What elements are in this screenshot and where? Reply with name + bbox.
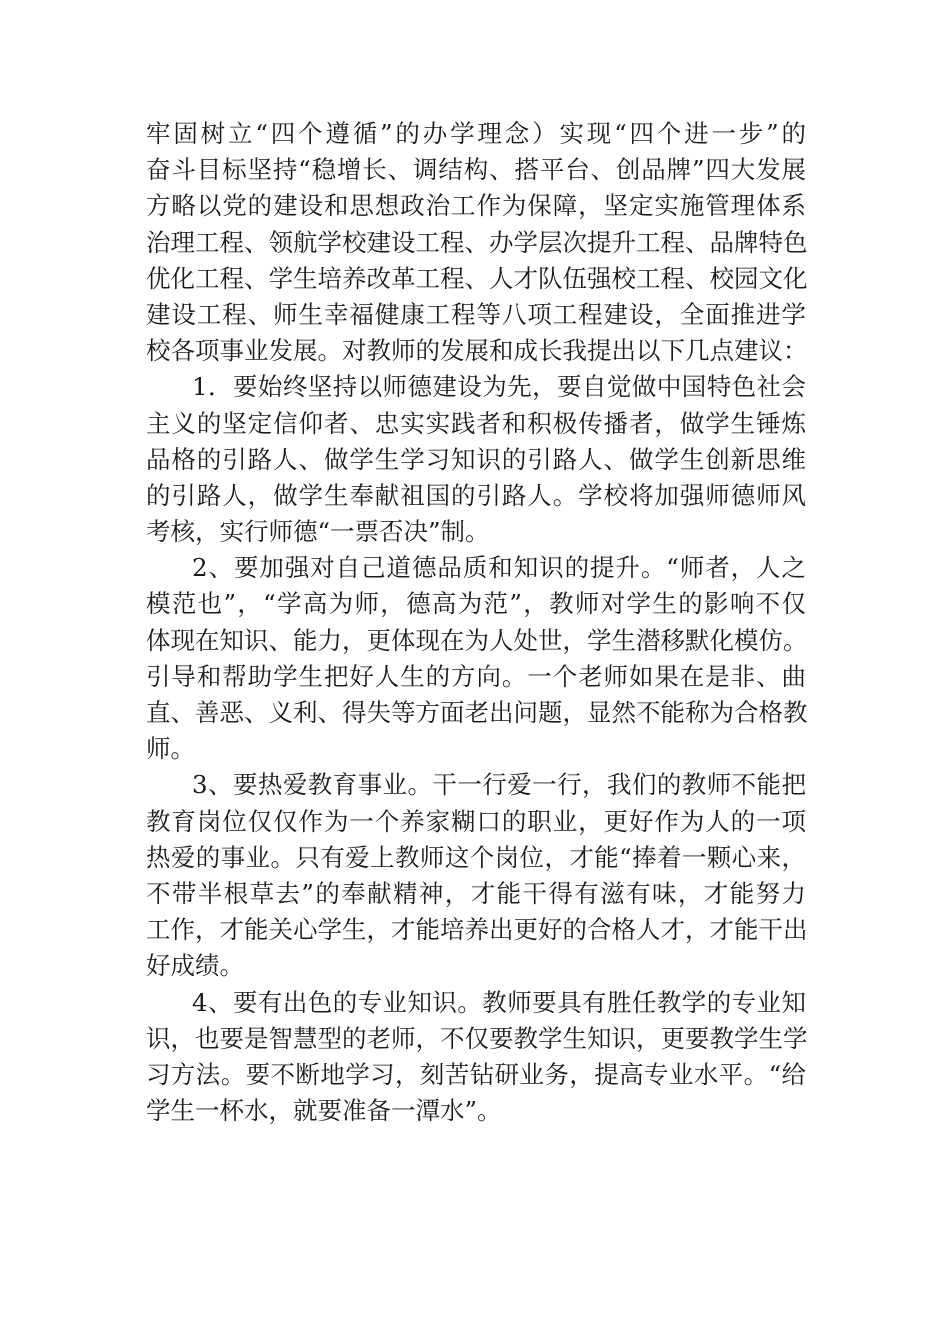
text-line: 不带半根草去”的奉献精神，才能干得有滋有味，才能努力: [146, 878, 806, 908]
text-line: 教育岗位仅仅作为一个养家糊口的职业，更好作为人的一项: [146, 806, 806, 836]
text-line: 学生一杯水，就要准备一潭水”。: [146, 1096, 502, 1126]
text-line: 体现在知识、能力，更体现在为人处世，学生潜移默化模仿。: [146, 625, 808, 655]
text-line: 2、要加强对自己道德品质和知识的提升。“师者，人之: [192, 553, 806, 583]
text-line: 模范也”，“学高为师，德高为范”，教师对学生的影响不仅: [146, 589, 806, 619]
text-line: 优化工程、学生培养改革工程、人才队伍强校工程、校园文化: [146, 263, 808, 293]
text-line: 好成绩。: [146, 951, 244, 981]
text-line: 的引路人，做学生奉献祖国的引路人。学校将加强师德师风: [146, 480, 806, 510]
text-line: 习方法。要不断地学习，刻苦钻研业务，提高专业水平。“给: [146, 1059, 806, 1089]
text-line: 建设工程、师生幸福健康工程等八项工程建设，全面推进学: [146, 299, 806, 329]
text-line: 品格的引路人、做学生学习知识的引路人、做学生创新思维: [146, 444, 806, 474]
document-body: [146, 116, 806, 1129]
text-line: 师。: [146, 734, 195, 764]
text-line: 奋斗目标坚持“稳增长、调结构、搭平台、创品牌”四大发展: [146, 155, 806, 185]
text-line: 4、要有出色的专业知识。教师要具有胜任教学的专业知: [192, 987, 806, 1017]
text-line: 校各项事业发展。对教师的发展和成长我提出以下几点建议：: [146, 336, 808, 366]
text-line: 考核，实行师德“一票否决”制。: [146, 517, 490, 547]
text-line: 直、善恶、义利、得失等方面老出问题，显然不能称为合格教: [146, 698, 808, 727]
text-line: 牢固树立“四个遵循”的办学理念）实现“四个进一步”的: [146, 119, 806, 148]
text-line: 热爱的事业。只有爱上教师这个岗位，才能“捧着一颗心来，: [146, 842, 806, 872]
text-line: 工作，才能关心学生，才能培养出更好的合格人才，才能干出: [146, 915, 808, 945]
text-line: 3、要热爱教育事业。干一行爱一行，我们的教师不能把: [192, 770, 806, 800]
text-line: 治理工程、领航学校建设工程、办学层次提升工程、品牌特色: [146, 227, 808, 257]
text-line: 方略以党的建设和思想政治工作为保障，坚定实施管理体系: [146, 191, 806, 221]
text-line: 主义的坚定信仰者、忠实实践者和积极传播者，做学生锤炼: [146, 408, 806, 438]
text-line: 引导和帮助学生把好人生的方向。一个老师如果在是非、曲: [146, 661, 806, 691]
text-line: 1．要始终坚持以师德建设为先，要自觉做中国特色社会: [192, 372, 806, 402]
text-line: 识，也要是智慧型的老师，不仅要教学生知识，更要教学生学: [146, 1023, 808, 1053]
